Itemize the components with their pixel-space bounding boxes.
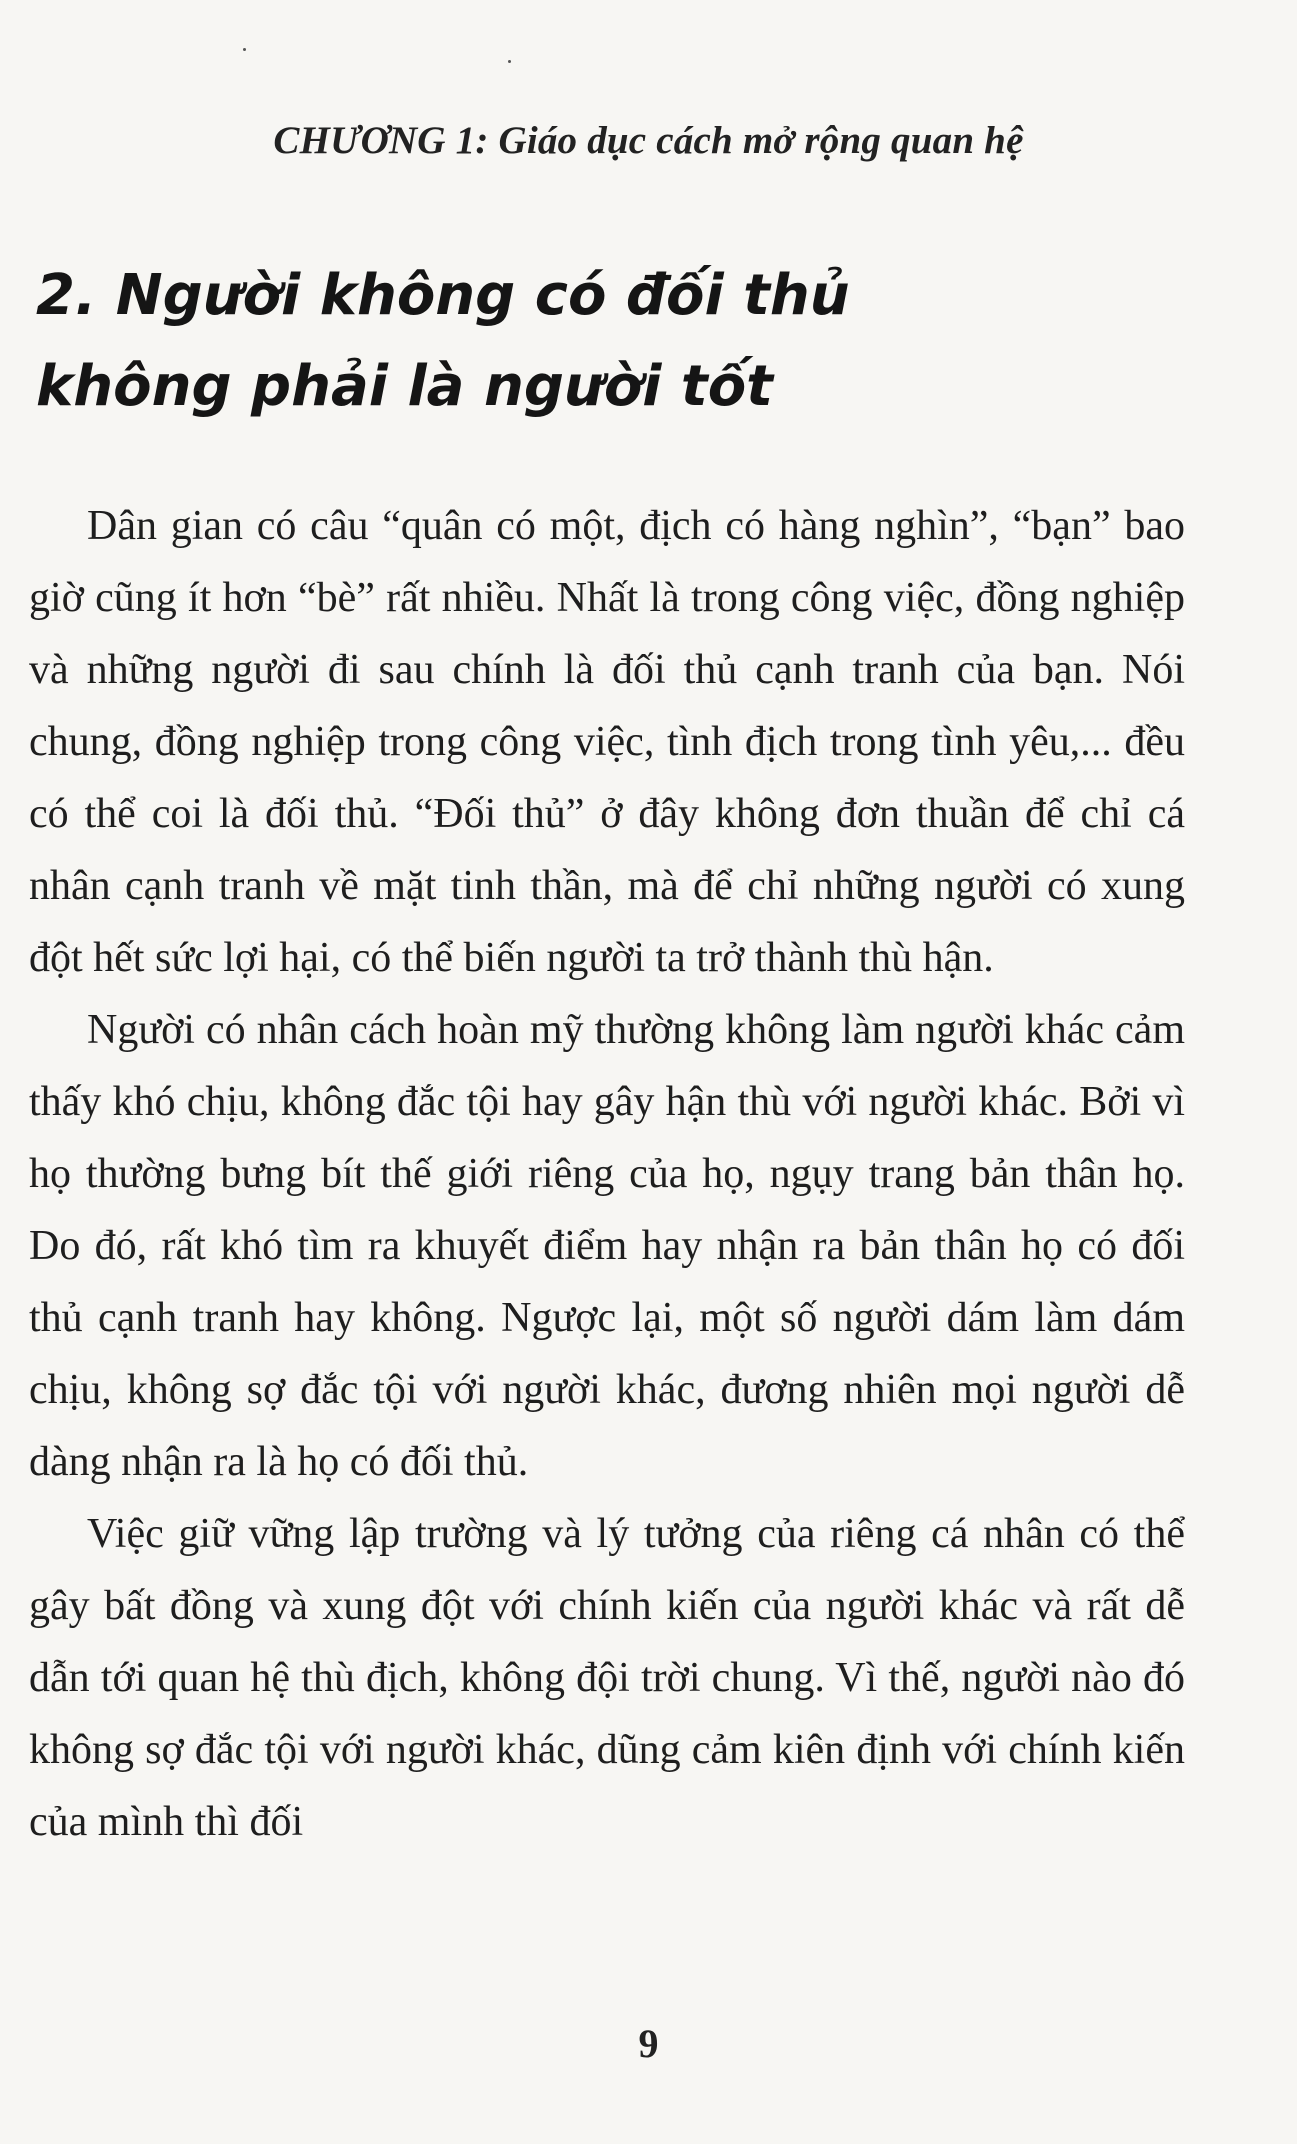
paragraph-1: Dân gian có câu “quân có một, địch có hàng nghìn”, “bạn” bao giờ cũng ít hơn “bè” rất nhiều. Nhất là trong công việc, đồng nghiệp và những người đi sau chính là đối thủ cạnh tranh của bạn. Nói chung, đồng nghiệp trong công việc, tình địch trong tình yêu,... đều có thể coi là đối thủ. “Đối thủ” ở đây không đơn thuần để chỉ cá nhân cạnh tranh về mặt tinh thần, mà để chỉ những người có xung đột hết sức lợi hại, có thể biến người ta trở thành thù hận. [29,503,1185,981]
running-header: CHƯƠNG 1: Giáo dục cách mở rộng quan hệ [273,119,1024,162]
section-title [36,250,1266,432]
page-number: 9 [638,2021,659,2066]
paragraph-3: Việc giữ vững lập trường và lý tưởng của riêng cá nhân có thể gây bất đồng và xung đột với chính kiến của người khác và rất dễ dẫn tới quan hệ thù địch, không đội trời chung. Vì thế, người nào đó không sợ đắc tội với người khác, dũng cảm kiên định với chính kiến của mình thì đối [29,1511,1185,1845]
section-title-line-2: không phải là người tốt [36,354,773,419]
body-text [29,490,1185,1858]
print-speck [243,48,246,51]
paragraph-2: Người có nhân cách hoàn mỹ thường không làm người khác cảm thấy khó chịu, không đắc tội hay gây hận thù với người khác. Bởi vì họ thường bưng bít thế giới riêng của họ, ngụy trang bản thân họ. Do đó, rất khó tìm ra khuyết điểm hay nhận ra bản thân họ có đối thủ cạnh tranh hay không. Ngược lại, một số người dám làm dám chịu, không sợ đắc tội với người khác, đương nhiên mọi người dễ dàng nhận ra là họ có đối thủ. [29,1007,1185,1485]
section-title-line-1: 2. Người không có đối thủ [36,263,850,328]
print-speck [508,60,511,63]
